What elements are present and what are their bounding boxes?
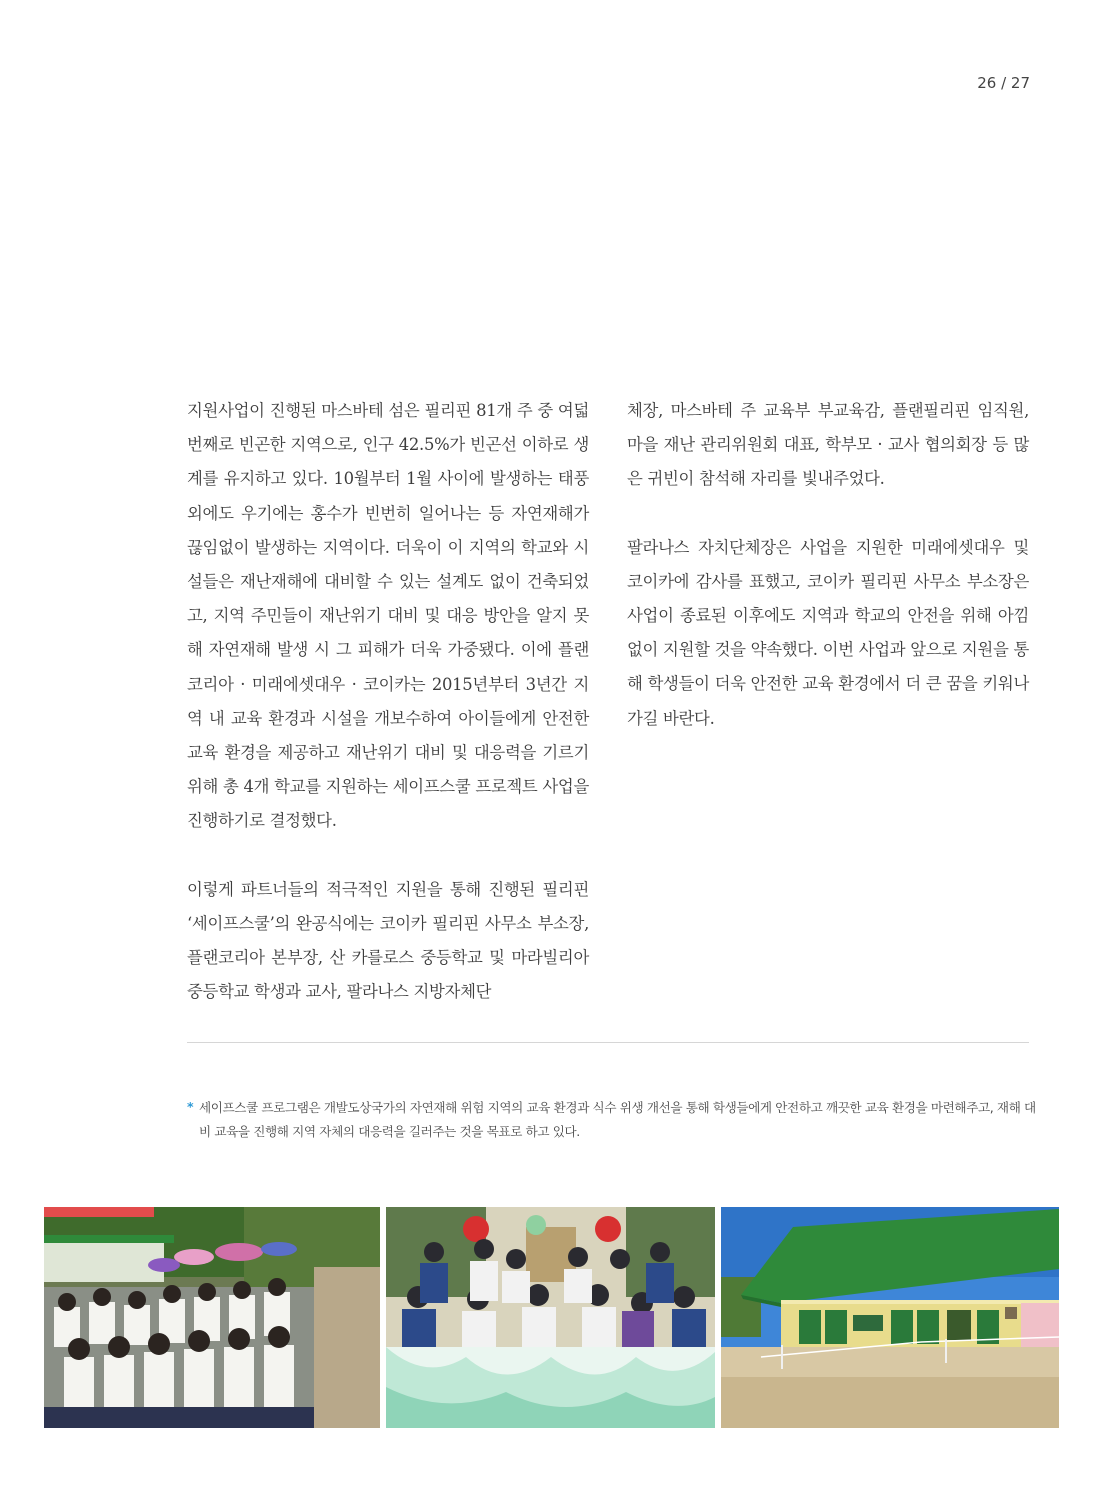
footnote-marker: * [187, 1099, 194, 1114]
paragraph: 체장, 마스바테 주 교육부 부교육감, 플랜필리핀 임직원, 마을 재난 관리위원회 대표, 학부모 · 교사 협의회장 등 많은 귀빈이 참석해 자리를 빛내주었다. [627, 401, 1029, 489]
article-column-right [627, 394, 1029, 736]
article-column-left [187, 394, 589, 1009]
paragraph: 팔라나스 자치단체장은 사업을 지원한 미래에셋대우 및 코이카에 감사를 표했고, 코이카 필리핀 사무소 부소장은 사업이 종료된 이후에도 지역과 학교의 안전을 위해 아낌없이 지원할 것을 약속했다. 이번 사업과 앞으로 지원을 통해 학생들이 더욱 안전한 교육 환경에서 더 큰 꿈을 키워나가길 바란다. [627, 537, 1029, 728]
paragraph: 이렇게 파트너들의 적극적인 지원을 통해 진행된 필리핀 ‘세이프스쿨’의 완공식에는 코이카 필리핀 사무소 부소장, 플랜코리아 본부장, 산 카를로스 중등학교 및 마라빌리아 중등학교 학생과 교사, 팔라나스 지방자체단 [187, 879, 589, 1002]
page-number: 26 / 27 [977, 74, 1030, 92]
photo-school-building [721, 1207, 1059, 1428]
footnote [187, 1096, 1037, 1144]
photo-signing-ceremony [386, 1207, 715, 1428]
paragraph: 지원사업이 진행된 마스바테 섬은 필리핀 81개 주 중 여덟 번째로 빈곤한 지역으로, 인구 42.5%가 빈곤선 이하로 생계를 유지하고 있다. 10월부터 1월 사이에 발생하는 태풍 외에도 우기에는 홍수가 빈번히 일어나는 등 자연재해가 끊임없이 발생하는 지역이다. 더욱이 이 지역의 학교와 시설들은 재난재해에 대비할 수 있는 설계도 없이 건축되었고, 지역 주민들이 재난위기 대비 및 대응 방안을 알지 못해 자연재해 발생 시 그 피해가 더욱 가중됐다. 이에 플랜코리아 · 미래에셋대우 · 코이카는 2015년부터 3년간 지역 내 교육 환경과 시설을 개보수하여 아이들에게 안전한 교육 환경을 제공하고 재난위기 대비 및 대응력을 기르기 위해 총 4개 학교를 지원하는 세이프스쿨 프로젝트 사업을 진행하기로 결정했다. [187, 401, 589, 831]
photo-students-ceremony [44, 1207, 380, 1428]
footnote-text: 세이프스쿨 프로그램은 개발도상국가의 자연재해 위험 지역의 교육 환경과 식수 위생 개선을 통해 학생들에게 안전하고 깨끗한 교육 환경을 마련해주고, 재해 대비 교육을 진행해 지역 자체의 대응력을 길러주는 것을 목표로 하고 있다. [199, 1100, 1036, 1139]
divider [187, 1042, 1029, 1043]
